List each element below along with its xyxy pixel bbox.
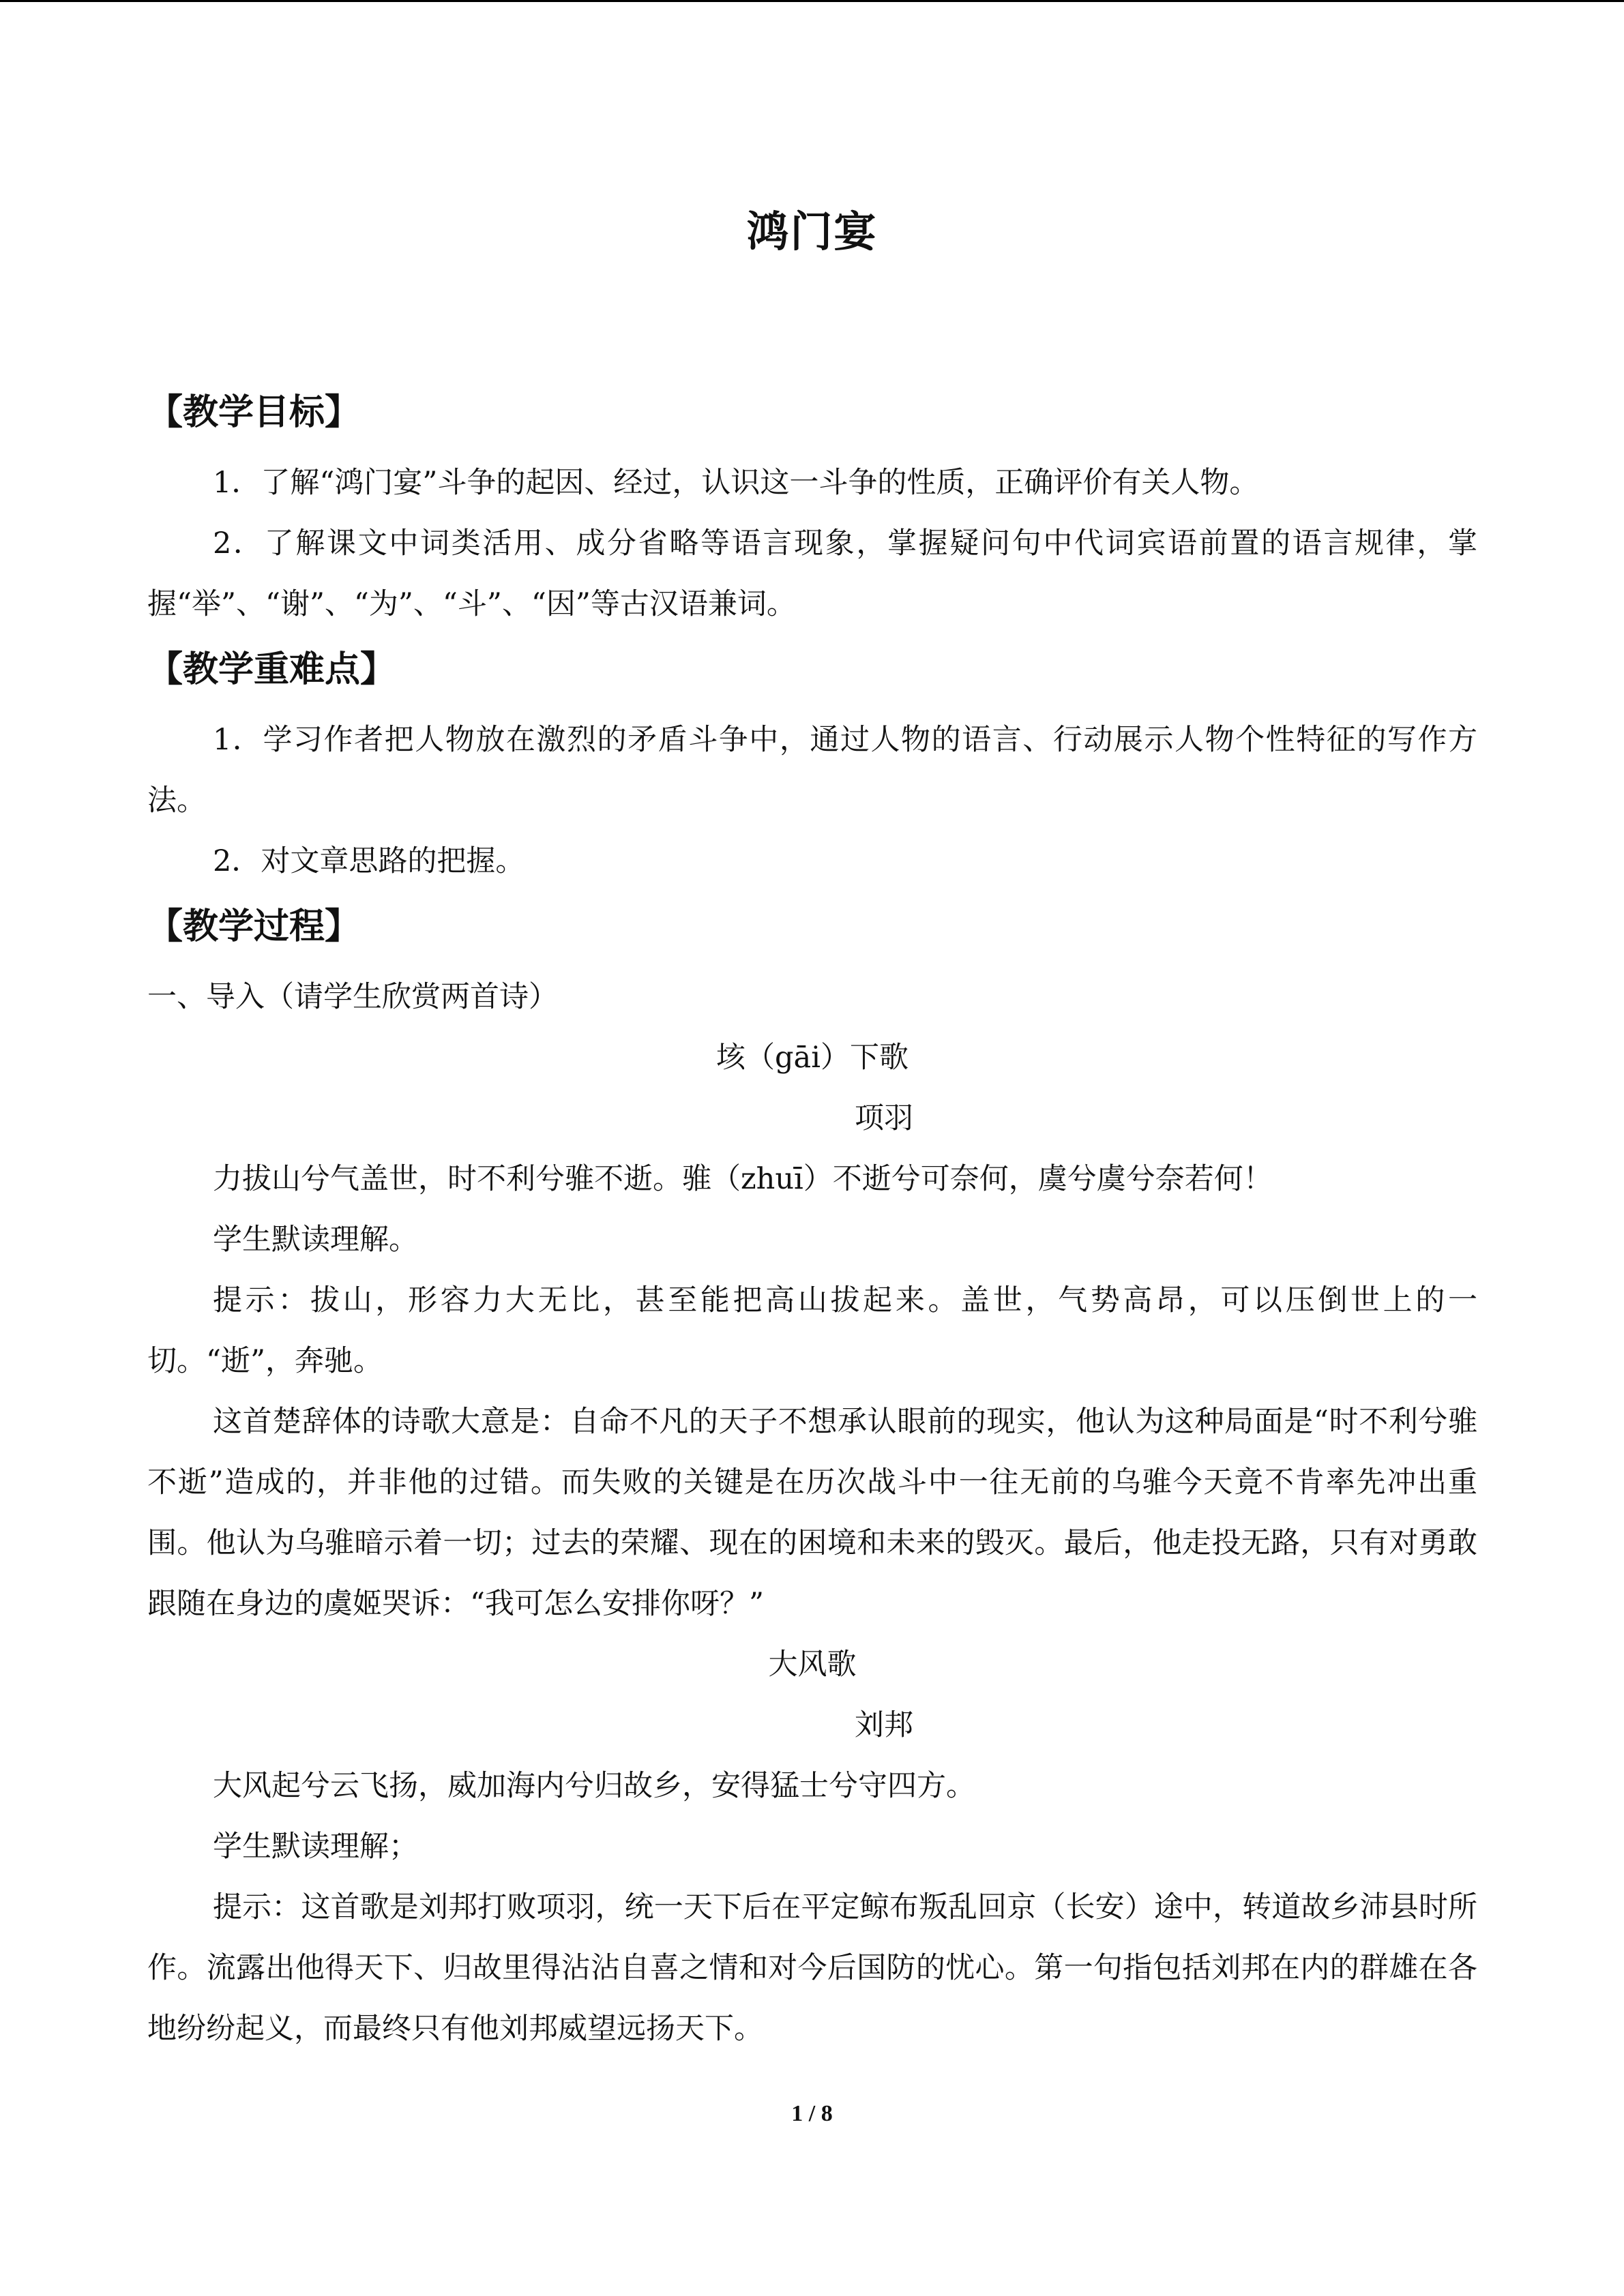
section-heading-key-points: 【教学重难点】 xyxy=(147,649,396,690)
document-title: 鸿门宴 xyxy=(746,207,878,256)
poem1-author: 项羽 xyxy=(855,1101,913,1135)
poem1-hint: 提示：拔山，形容力大无比，甚至能把高山拔起来。盖世，气势高昂，可以压倒世上的一切。“逝”，奔驰。 xyxy=(147,1283,1477,1378)
poem2-text: 大风起兮云飞扬，威加海内兮归故乡，安得猛士兮守四方。 xyxy=(213,1769,975,1803)
key-point-item-2: 2．对文章思路的把握。 xyxy=(213,844,525,878)
section-heading-process: 【教学过程】 xyxy=(147,906,361,947)
goal-item-2: 2．了解课文中词类活用、成分省略等语言现象，掌握疑问句中代词宾语前置的语言规律，掌握“举”、“谢”、“为”、“斗”、“因”等古汉语兼词。 xyxy=(147,526,1477,621)
poem1-title: 垓（gāi）下歌 xyxy=(716,1041,909,1075)
key-point-item-1: 1．学习作者把人物放在激烈的矛盾斗争中，通过人物的语言、行动展示人物个性特征的写作方法。 xyxy=(147,723,1477,818)
poem2-hint: 提示：这首歌是刘邦打败项羽，统一天下后在平定鲸布叛乱回京（长安）途中，转道故乡沛县时所作。流露出他得天下、归故里得沾沾自喜之情和对今后国防的忧心。第一句指包括刘邦在内的群雄在各地纷纷起义，而最终只有他刘邦威望远扬天下。 xyxy=(147,1890,1477,2046)
poem1-note: 学生默读理解。 xyxy=(213,1223,418,1257)
poem2-author: 刘邦 xyxy=(855,1708,913,1742)
section-heading-goals: 【教学目标】 xyxy=(147,392,361,433)
process-intro: 一、导入（请学生欣赏两首诗） xyxy=(147,980,558,1014)
poem1-meaning: 这首楚辞体的诗歌大意是：自命不凡的天子不想承认眼前的现实，他认为这种局面是“时不利兮骓不逝”造成的，并非他的过错。而失败的关键是在历次战斗中一往无前的乌骓今天竟不肯率先冲出重围。他认为乌骓暗示着一切；过去的荣耀、现在的困境和未来的毁灭。最后，他走投无路，只有对勇敢跟随在身边的虞姬哭诉：“我可怎么安排你呀？” xyxy=(147,1405,1477,1621)
goal-item-1: 1．了解“鸿门宴”斗争的起因、经过，认识这一斗争的性质，正确评价有关人物。 xyxy=(213,466,1259,500)
poem1-text: 力拔山兮气盖世，时不利兮骓不逝。骓（zhuī）不逝兮可奈何，虞兮虞兮奈若何！ xyxy=(213,1162,1273,1196)
document-body xyxy=(147,382,1477,2059)
page-number: 1 / 8 xyxy=(791,2101,833,2126)
poem2-title: 大风歌 xyxy=(768,1648,857,1682)
poem2-note: 学生默读理解； xyxy=(213,1830,418,1864)
